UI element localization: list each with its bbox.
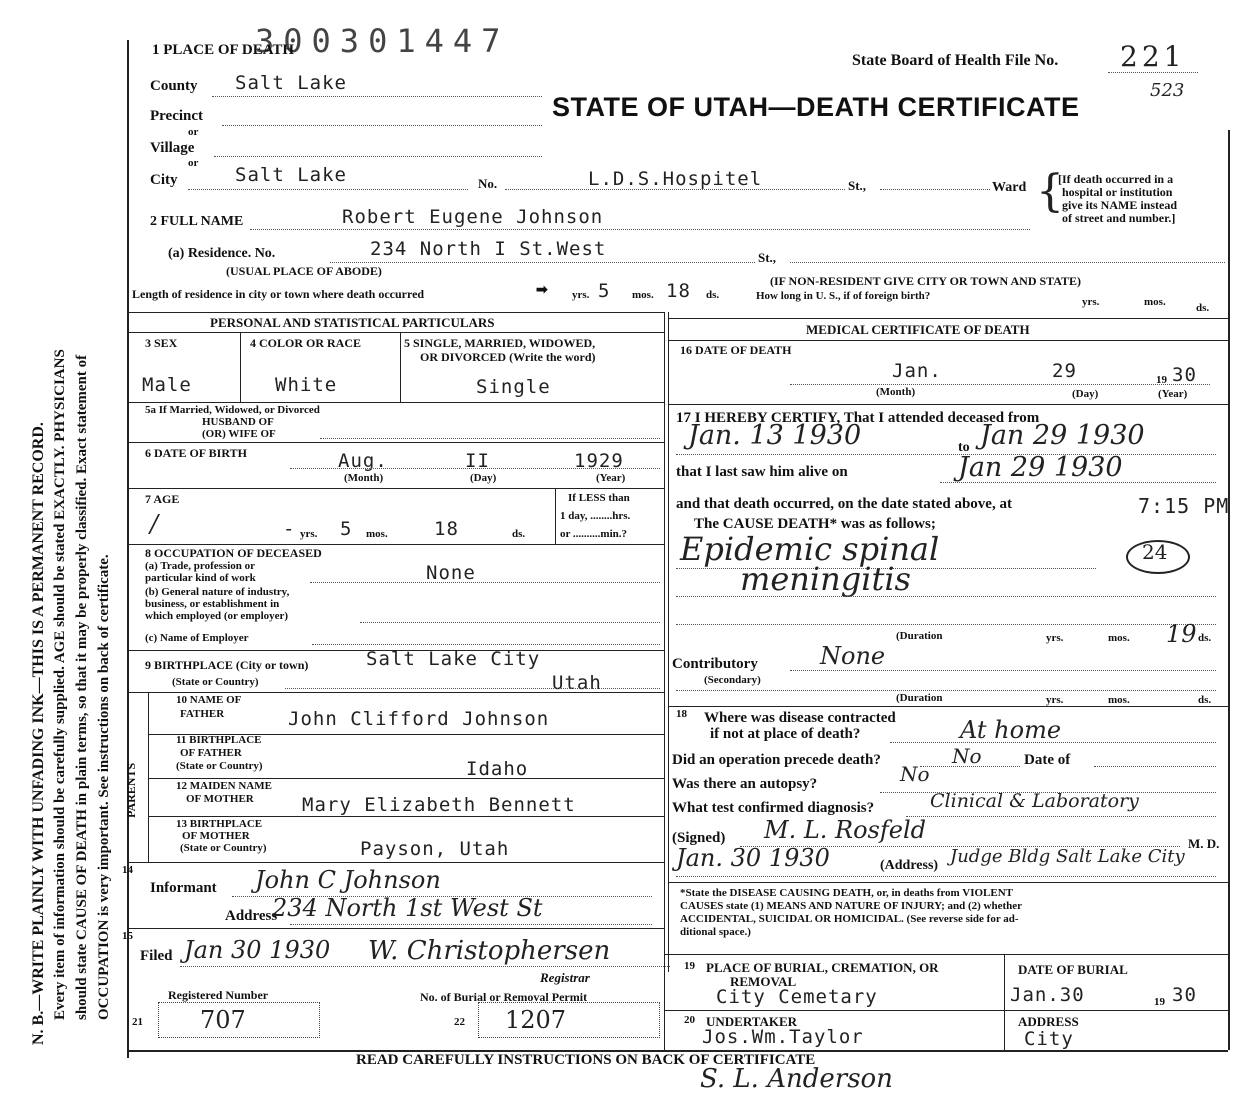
birthplace-state: Utah	[552, 672, 602, 694]
burial-place-label-1: PLACE OF BURIAL, CREMATION, OR	[706, 960, 939, 975]
village-label: Village	[150, 140, 195, 156]
informant-signature: John C Johnson	[255, 866, 441, 894]
burial-date-label: DATE OF BURIAL	[1018, 962, 1128, 977]
sex-label: 3 SEX	[145, 336, 178, 350]
serial-number: 300301447	[255, 22, 510, 60]
county-value: Salt Lake	[235, 72, 347, 94]
less-than-label: If LESS than	[568, 492, 630, 504]
mother-label-1: 12 MAIDEN NAME	[176, 780, 272, 792]
contributory-value: None	[820, 642, 886, 670]
cause-of-death-line-1: Epidemic spinal	[680, 530, 940, 568]
dob-month-caption: (Month)	[344, 472, 384, 484]
test-label: What test confirmed diagnosis?	[672, 800, 875, 816]
birthplace-state-label: (State or Country)	[172, 676, 259, 688]
color-race-label: 4 COLOR OR RACE	[250, 336, 362, 350]
occupation-a-1: (a) Trade, profession or	[145, 560, 255, 572]
length-arrow: ➡	[536, 283, 548, 298]
filed-date: Jan 30 1930	[184, 936, 331, 964]
mother-birthplace-label-1: 13 BIRTHPLACE	[176, 818, 263, 830]
length-residence-label: Length of residence in city or town where death occurred	[132, 287, 425, 301]
dob-year: 1929	[574, 450, 624, 472]
age-days: 18	[434, 518, 459, 540]
undertaker-label: UNDERTAKER	[706, 1014, 798, 1029]
residence-value: 234 North I St.West	[370, 238, 607, 260]
city-value: Salt Lake	[235, 164, 347, 186]
mother-birthplace-label-3: (State or Country)	[180, 842, 267, 854]
margin-instruction-2: Every item of information should be carefully supplied. AGE should be stated EXACTLY. PHYSICIANS	[52, 349, 68, 1020]
attended-from-date: Jan. 13 1930	[688, 420, 862, 451]
dob-day-caption: (Day)	[470, 472, 497, 484]
operation-value: No	[952, 744, 982, 768]
state-disease-note-3: ACCIDENTAL, SUICIDAL OR HOMICIDAL. (See reverse side for ad-	[680, 913, 1019, 925]
registrar-signature: W. Christophersen	[368, 936, 611, 966]
burial-date-value: Jan.30	[1010, 984, 1085, 1006]
marital-label-2: OR DIVORCED (Write the word)	[420, 350, 596, 364]
occupation-b-3: which employed (or employer)	[145, 610, 289, 622]
state-disease-note-1: *State the DISEASE CAUSING DEATH, or, in deaths from VIOLENT	[680, 887, 1014, 899]
less-than-day: 1 day, ........hrs.	[560, 510, 631, 522]
informant-address: 234 North 1st West St	[272, 894, 543, 922]
mother-birthplace-label-2: OF MOTHER	[182, 830, 250, 842]
file-number-extra: 523	[1150, 80, 1185, 101]
autopsy-label: Was there an autopsy?	[672, 776, 818, 792]
birthplace-label: 9 BIRTHPLACE (City or town)	[145, 658, 309, 672]
cause-of-death-label: The CAUSE DEATH* was as follows;	[694, 516, 936, 532]
spouse-label-3: (OR) WIFE OF	[202, 428, 276, 440]
or-text-1: or	[188, 126, 199, 138]
dob-day: II	[465, 450, 490, 472]
occupation-b-2: business, or establishment in	[145, 598, 280, 610]
foreign-residence-label: How long in U. S., if of foreign birth?	[756, 290, 931, 302]
residence-label: (a) Residence. No.	[168, 246, 276, 261]
less-than-min: or ..........min.?	[560, 528, 628, 540]
attended-to-date: Jan 29 1930	[980, 420, 1145, 451]
age-mos-label: mos.	[366, 528, 388, 540]
disease-contracted-label-1: Where was disease contracted	[704, 710, 896, 726]
signed-date: Jan. 30 1930	[676, 844, 830, 872]
place-of-death-heading: 1 PLACE OF DEATH	[152, 42, 295, 58]
death-year-prefix: 19	[1156, 374, 1167, 386]
margin-instruction-4: OCCUPATION is very important. See instructions on back of certificate.	[96, 554, 112, 1020]
md-label: M. D.	[1188, 836, 1220, 851]
registrar-label: Registrar	[540, 970, 590, 985]
hospital-note-3: give its NAME instead	[1062, 198, 1177, 212]
state-disease-note-2: CAUSES state (1) MEANS AND NATURE OF INJURY; and (2) whether	[680, 900, 1023, 912]
footer-signature: S. L. Anderson	[700, 1064, 893, 1094]
duration-label: (Duration	[896, 630, 943, 642]
disease-contracted-value: At home	[960, 716, 1062, 744]
document-title: STATE OF UTAH—DEATH CERTIFICATE	[552, 92, 1080, 122]
duration-days: 19	[1166, 620, 1197, 648]
registered-number-value: 707	[200, 1006, 246, 1034]
operation-date-label: Date of	[1024, 752, 1071, 768]
mother-label-2: OF MOTHER	[186, 793, 254, 805]
contributory-label: Contributory	[672, 656, 758, 672]
item-22-number: 22	[454, 1016, 465, 1028]
informant-address-label: Address	[225, 908, 278, 924]
length-mos-label: mos.	[632, 289, 654, 301]
physician-address: Judge Bldg Salt Lake City	[950, 846, 1185, 867]
cause-code: 24	[1142, 540, 1168, 564]
length-yrs-value: 5	[598, 280, 611, 302]
duration2-yrs-label: yrs.	[1046, 694, 1064, 706]
item-14-number: 14	[122, 864, 133, 876]
abode-label: (USUAL PLACE OF ABODE)	[226, 264, 382, 278]
burial-permit-value: 1207	[505, 1006, 567, 1034]
age-dash: -	[283, 518, 296, 540]
length-ds-label: ds.	[706, 289, 720, 301]
hospital-note-brace: {	[1036, 166, 1064, 217]
date-of-death-label: 16 DATE OF DEATH	[680, 343, 792, 357]
margin-instruction-3: should state CAUSE OF DEATH in plain terms, so that it may be properly classified. Exact statement of	[74, 354, 90, 1020]
dob-year-caption: (Year)	[596, 472, 626, 484]
mother-birthplace: Payson, Utah	[360, 838, 510, 860]
physician-address-label: (Address)	[880, 858, 939, 873]
item-18-number: 18	[676, 708, 687, 720]
hospital-note-4: of street and number.]	[1062, 211, 1176, 225]
father-label-1: 10 NAME OF	[176, 694, 242, 706]
father-birthplace-label-3: (State or Country)	[176, 760, 263, 772]
duration2-label: (Duration	[896, 692, 943, 704]
hospital-note-2: hospital or institution	[1062, 185, 1173, 199]
age-yrs-label: yrs.	[300, 528, 318, 540]
age-months: 5	[340, 518, 353, 540]
length-yrs-label: yrs.	[572, 289, 590, 301]
dob-month: Aug.	[338, 450, 388, 472]
length-mos-value: 18	[666, 280, 691, 302]
cause-of-death-line-2: meningitis	[740, 560, 911, 598]
secondary-label: (Secondary)	[704, 674, 761, 686]
occupation-a-2: particular kind of work	[145, 572, 256, 584]
occupation-c: (c) Name of Employer	[145, 632, 249, 644]
age-label: 7 AGE	[145, 492, 180, 506]
father-name: John Clifford Johnson	[288, 708, 550, 730]
burial-year-prefix: 19	[1154, 996, 1165, 1008]
death-time: 7:15 PM	[1138, 494, 1230, 518]
death-month-caption: (Month)	[876, 386, 916, 398]
death-month: Jan.	[892, 360, 942, 382]
sex-value: Male	[142, 374, 192, 396]
death-time-statement: and that death occurred, on the date stated above, at	[676, 496, 1012, 512]
occupation-value: None	[426, 562, 476, 584]
duration2-mos-label: mos.	[1108, 694, 1130, 706]
father-label-2: FATHER	[180, 708, 225, 720]
birthplace-city: Salt Lake City	[366, 648, 541, 670]
or-text-2: or	[188, 157, 199, 169]
footer-instructions: READ CAREFULLY INSTRUCTIONS ON BACK OF CERTIFICATE	[356, 1052, 816, 1068]
death-day-caption: (Day)	[1072, 388, 1099, 400]
informant-label: Informant	[150, 880, 217, 896]
file-number-label: State Board of Health File No.	[852, 52, 1059, 69]
ward-label: Ward	[992, 180, 1027, 195]
signed-label: (Signed)	[672, 830, 726, 846]
burial-place-label-2: REMOVAL	[730, 974, 797, 989]
foreign-yrs-label: yrs.	[1082, 296, 1100, 308]
parents-side-label: PARENTS	[124, 762, 138, 818]
autopsy-value: No	[900, 762, 930, 786]
death-year: 30	[1172, 364, 1197, 386]
foreign-mos-label: mos.	[1144, 296, 1166, 308]
marital-value: Single	[476, 376, 551, 398]
precinct-label: Precinct	[150, 108, 204, 124]
burial-year: 30	[1172, 984, 1197, 1006]
county-label: County	[150, 78, 198, 94]
nonresident-label: (IF NON-RESIDENT GIVE CITY OR TOWN AND STATE)	[770, 274, 1082, 288]
medical-section-heading: MEDICAL CERTIFICATE OF DEATH	[806, 322, 1030, 337]
spouse-label-2: HUSBAND OF	[202, 416, 274, 428]
margin-instruction-main: N. B.—WRITE PLAINLY WITH UNFADING INK—THIS IS A PERMANENT RECORD.	[30, 422, 47, 1045]
foreign-ds-label: ds.	[1196, 302, 1210, 314]
item-15-number: 15	[122, 930, 133, 942]
age-mark: /	[150, 510, 159, 538]
father-birthplace-label-1: 11 BIRTHPLACE	[176, 734, 262, 746]
duration-ds-label: ds.	[1198, 632, 1212, 644]
color-value: White	[275, 374, 338, 396]
street-label: St.,	[848, 178, 867, 193]
state-disease-note-4: ditional space.)	[680, 926, 751, 938]
father-birthplace: Idaho	[466, 758, 529, 780]
registered-number-label: Registered Number	[168, 988, 269, 1002]
father-birthplace-label-2: OF FATHER	[180, 747, 242, 759]
operation-label: Did an operation precede death?	[672, 752, 881, 768]
filed-label: Filed	[140, 948, 173, 964]
test-value: Clinical & Laboratory	[930, 790, 1139, 812]
duration-mos-label: mos.	[1108, 632, 1130, 644]
item-20-number: 20	[684, 1014, 695, 1026]
last-seen-date: Jan 29 1930	[958, 452, 1123, 483]
attended-to-label: to	[958, 440, 970, 455]
full-name-value: Robert Eugene Johnson	[342, 206, 604, 228]
disease-contracted-label-2: if not at place of death?	[710, 726, 861, 742]
hospital-note-1: [If death occurred in a	[1058, 172, 1174, 186]
personal-section-heading: PERSONAL AND STATISTICAL PARTICULARS	[210, 315, 495, 330]
place-address-value: L.D.S.Hospitel	[588, 168, 763, 190]
certify-statement: 17 I HEREBY CERTIFY, That I attended deceased from	[676, 410, 1040, 426]
spouse-label-1: 5a If Married, Widowed, or Divorced	[145, 404, 320, 416]
last-seen-statement: that I last saw him alive on	[676, 464, 848, 480]
age-ds-label: ds.	[512, 528, 526, 540]
city-label: City	[150, 172, 178, 188]
item-19-number: 19	[684, 960, 695, 972]
full-name-label: 2 FULL NAME	[150, 214, 244, 229]
file-number: 221	[1120, 40, 1186, 73]
dob-label: 6 DATE OF BIRTH	[145, 446, 247, 460]
duration2-ds-label: ds.	[1198, 694, 1212, 706]
occupation-b-1: (b) General nature of industry,	[145, 586, 290, 598]
undertaker-value: Jos.Wm.Taylor	[702, 1026, 864, 1048]
burial-place-value: City Cemetary	[716, 986, 878, 1008]
item-21-number: 21	[132, 1016, 143, 1028]
undertaker-address-value: City	[1024, 1028, 1074, 1050]
death-year-caption: (Year)	[1158, 388, 1188, 400]
burial-permit-label: No. of Burial or Removal Permit	[420, 990, 588, 1004]
duration-yrs-label: yrs.	[1046, 632, 1064, 644]
street-number-label: No.	[478, 176, 498, 191]
undertaker-address-label: ADDRESS	[1018, 1014, 1079, 1029]
marital-label-1: 5 SINGLE, MARRIED, WIDOWED,	[404, 336, 596, 350]
mother-name: Mary Elizabeth Bennett	[302, 794, 576, 816]
residence-street-label: St.,	[758, 250, 777, 265]
occupation-label: 8 OCCUPATION OF DECEASED	[145, 546, 322, 560]
death-day: 29	[1052, 360, 1077, 382]
physician-signature: M. L. Rosfeld	[764, 816, 926, 844]
